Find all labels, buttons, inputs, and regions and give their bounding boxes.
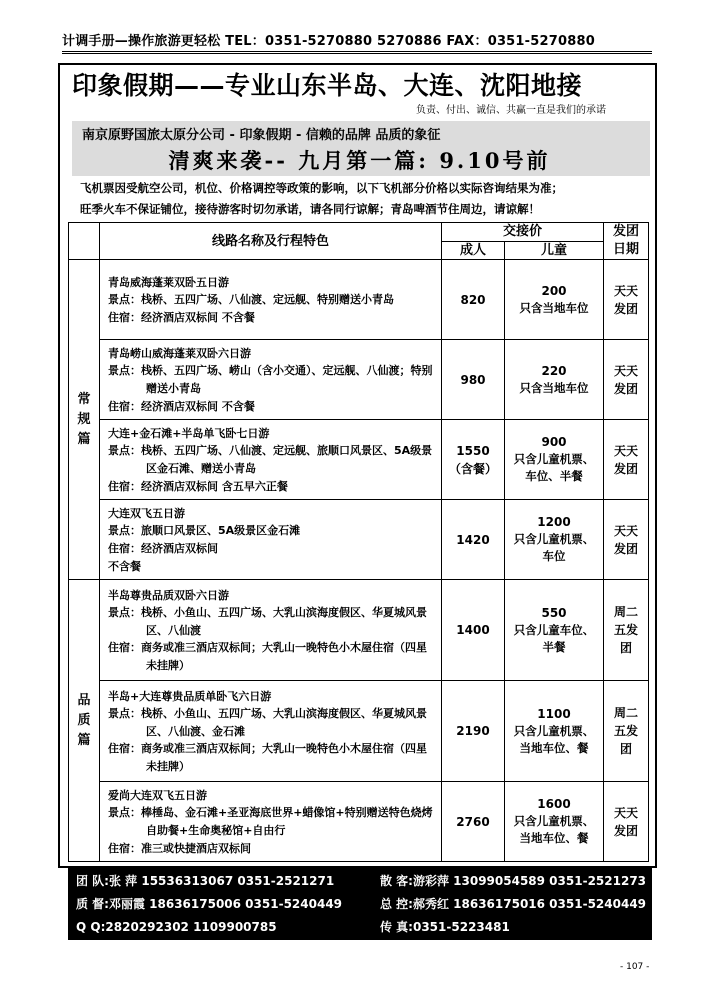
child-price-note: 只含儿童机票、 车位、半餐	[513, 452, 595, 483]
child-price-note: 只含当地车位	[519, 380, 589, 395]
route-details	[100, 580, 442, 681]
agency-line: 南京原野国旅太原分公司 - 印象假期 - 信赖的品牌 品质的象征	[82, 128, 441, 143]
child-price-cell	[505, 420, 604, 500]
child-price-cell	[505, 580, 604, 681]
adult-price: 1550 （含餐）	[442, 420, 505, 500]
header-contact-line: 计调手册—操作旅游更轻松 TEL：0351-5270880 5270886 FAX：0351-5270880	[62, 32, 652, 54]
contact-quality	[76, 892, 342, 916]
adult-price: 2190	[442, 681, 505, 782]
route-details	[100, 500, 442, 580]
header-price: 交接价	[442, 223, 604, 242]
child-price: 200	[541, 283, 567, 298]
route-line: 住宿：商务或准三酒店双标间；大乳山一晚特色小木屋住宿（四星未挂牌）	[108, 742, 427, 773]
departure-schedule: 天天 发团	[604, 420, 649, 500]
route-line: 住宿：经济酒店双标间	[108, 542, 218, 555]
route-details	[100, 782, 442, 862]
slogan: 负责、付出、诚信、共赢一直是我们的承诺	[416, 105, 606, 116]
route-line: 住宿：经济酒店双标间 不含餐	[108, 399, 255, 413]
page-number: - 107 -	[620, 962, 650, 972]
departure-schedule: 天天 发团	[604, 260, 649, 340]
child-price: 1200	[537, 515, 571, 529]
route-name: 青岛威海蓬莱双卧五日游	[108, 275, 229, 289]
route-row	[69, 500, 649, 580]
route-details	[100, 340, 442, 420]
contact-fax	[380, 915, 510, 939]
contact-control	[380, 892, 646, 916]
header-blank	[69, 223, 100, 260]
child-price-note: 只含儿童机票、 当地车位、餐	[513, 814, 595, 845]
route-name: 半岛尊贵品质双卧六日游	[108, 588, 229, 602]
category-label	[69, 260, 100, 580]
child-price-cell	[505, 340, 604, 420]
contact-label: 质 督:	[76, 897, 109, 911]
child-price-cell	[505, 681, 604, 782]
route-line: 景点：栈桥、五四广场、八仙渡、定远舰、旅顺口风景区、5A级景区金石滩、赠送小青岛	[108, 444, 433, 475]
category-char: 篇	[77, 431, 91, 447]
adult-price: 820	[442, 260, 505, 340]
adult-price: 2760	[442, 782, 505, 862]
child-price-cell	[505, 260, 604, 340]
route-row	[69, 681, 649, 782]
child-price-note: 只含儿童机票、 车位	[513, 532, 595, 563]
route-row	[69, 420, 649, 500]
category-char: 品	[77, 692, 91, 708]
route-line: 景点：栈桥、小鱼山、五四广场、大乳山滨海度假区、华夏城风景区、八仙渡、金石滩	[108, 707, 427, 738]
departure-schedule: 周二 五发 团	[604, 681, 649, 782]
departure-schedule: 天天 发团	[604, 340, 649, 420]
route-details	[100, 260, 442, 340]
header-route: 线路名称及行程特色	[100, 223, 442, 260]
contact-retail	[380, 869, 646, 893]
route-row	[69, 340, 649, 420]
route-line: 景点：栈桥、小鱼山、五四广场、大乳山滨海度假区、华夏城风景区、八仙渡	[108, 606, 427, 637]
adult-price: 980	[442, 340, 505, 420]
contact-label: 团 队:	[76, 874, 109, 888]
header-child: 儿童	[505, 241, 604, 260]
contact-team	[76, 869, 334, 893]
category-char: 篇	[77, 732, 91, 748]
route-row	[69, 782, 649, 862]
child-price: 900	[541, 435, 567, 449]
category-char: 常	[77, 391, 91, 407]
child-price-cell	[505, 782, 604, 862]
route-details	[100, 420, 442, 500]
route-line: 住宿：经济酒店双标间 含五早六正餐	[108, 479, 288, 493]
contact-value: 郝秀红 18636175016 0351-5240449	[412, 897, 647, 911]
route-name: 大连双飞五日游	[108, 506, 185, 520]
category-char: 规	[77, 411, 91, 427]
contact-label: Q Q:	[76, 920, 106, 934]
route-line: 住宿：商务或准三酒店双标间；大乳山一晚特色小木屋住宿（四星未挂牌）	[108, 641, 427, 672]
contact-panel	[68, 868, 652, 940]
route-row	[69, 580, 649, 681]
category-label	[69, 580, 100, 862]
route-line: 景点：栈桥、五四广场、崂山（含小交通）、定远舰、八仙渡；特别赠送小青岛	[108, 364, 433, 395]
route-line: 住宿：准三或快捷酒店双标间	[108, 841, 251, 855]
contact-label: 散 客:	[380, 874, 413, 888]
page-title: 印象假期——专业山东半岛、大连、沈阳地接	[72, 71, 583, 100]
notice-flight: 飞机票因受航空公司，机位、价格调控等政策的影响，以下飞机部分价格以实际咨询结果为准；	[80, 181, 563, 195]
route-line: 景点：旅顺口风景区、5A级景区金石滩	[108, 524, 301, 538]
route-name: 半岛+大连尊贵品质单卧飞六日游	[108, 689, 272, 703]
route-row	[69, 260, 649, 340]
child-price-cell	[505, 500, 604, 580]
contact-label: 传 真:	[380, 920, 413, 934]
contact-value: 0351-5223481	[412, 920, 510, 934]
child-price: 1600	[537, 797, 571, 811]
route-details	[100, 681, 442, 782]
contact-label: 总 控:	[380, 897, 413, 911]
child-price: 1100	[537, 706, 571, 721]
route-line: 不含餐	[108, 559, 141, 573]
category-char: 质	[77, 712, 91, 728]
header-adult: 成人	[442, 241, 505, 260]
child-price-note: 只含儿童车位、 半餐	[513, 622, 595, 654]
issue-headline: 清爽来袭-- 九月第一篇: 9.10号前	[168, 148, 551, 173]
route-name: 青岛崂山威海蓬莱双卧六日游	[108, 346, 251, 360]
notice-train: 旺季火车不保证铺位，接待游客时切勿承诺，请各同行谅解；青岛啤酒节住周边，请谅解！	[80, 202, 540, 216]
departure-schedule: 天天 发团	[604, 782, 649, 862]
route-line: 住宿：经济酒店双标间 不含餐	[108, 310, 255, 324]
child-price-note: 只含儿童机票、 当地车位、餐	[513, 723, 595, 755]
child-price-note: 只含当地车位	[519, 300, 589, 315]
contact-value: 张 萍 15536313067 0351-2521271	[108, 874, 335, 888]
header-departure: 发团日期	[604, 223, 649, 260]
child-price: 220	[541, 363, 567, 378]
route-line: 景点：栈桥、五四广场、八仙渡、定远舰、特别赠送小青岛	[108, 293, 394, 307]
route-name: 大连+金石滩+半岛单飞卧七日游	[108, 426, 270, 440]
adult-price: 1420	[442, 500, 505, 580]
adult-price: 1400	[442, 580, 505, 681]
contact-qq	[76, 915, 277, 939]
route-line: 景点：棒棰岛、金石滩+圣亚海底世界+蜡像馆+特别赠送特色烧烤自助餐+生命奥秘馆+自由行	[108, 806, 433, 837]
contact-value: 邓丽霞 18636175006 0351-5240449	[108, 897, 343, 911]
child-price: 550	[541, 605, 567, 620]
contact-value: 2820292302 1109900785	[105, 920, 277, 934]
route-table	[68, 222, 649, 862]
departure-schedule: 周二 五发 团	[604, 580, 649, 681]
route-name: 爱尚大连双飞五日游	[108, 788, 207, 802]
departure-schedule: 天天 发团	[604, 500, 649, 580]
contact-value: 游彩萍 13099054589 0351-2521273	[412, 874, 647, 888]
